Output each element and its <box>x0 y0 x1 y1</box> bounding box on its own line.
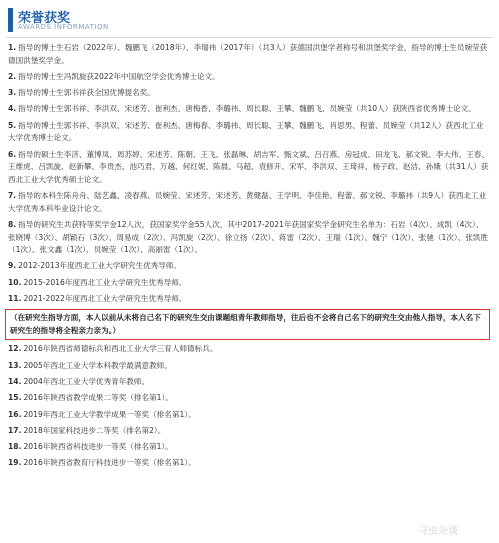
statement-text: （在研究生指导方面，本人以前从未将自己名下的研究生交由课题组青年教师指导，往后也不会将自己名下的研究生交由他人指导，本人名下研究生的指导将全程亲力亲为。） <box>10 313 481 335</box>
award-item <box>8 343 490 356</box>
award-item <box>8 392 490 405</box>
item-text: 指导的研究生共获特等奖学金12人次，获国家奖学金55人次，其中2017-2021年获国家奖学金研究生名单为：石岩（4次）、成凯（4次）、张晓博（3次）、胡颖石（3次）、周易成（2次）、冯凯旋（2次）、徐立扬（2次）、蒋雷（2次）、王瑞（1次）、魏宁（1次）、张驰（1次）、张凯胜（1次）、张文鑫（1次）、员婉莹（1次）、高丽雷（1次）。 <box>8 219 489 255</box>
section-subtitle: AWARDS INFORMATION <box>18 23 109 31</box>
award-item <box>8 71 490 84</box>
header-accent-bar <box>8 8 13 32</box>
award-item <box>8 260 490 273</box>
awards-list <box>8 42 490 474</box>
award-item <box>8 441 490 454</box>
award-item <box>8 457 490 470</box>
section-header <box>6 4 493 38</box>
item-number: 13. <box>8 360 22 370</box>
item-text: 2019年西北工业大学教学成果一等奖（排名第1）。 <box>23 409 196 419</box>
highlighted-statement <box>5 309 490 340</box>
award-item <box>8 120 490 145</box>
item-number: 4. <box>8 104 17 114</box>
item-text: 2016年陕西省教学成果二等奖（排名第1）。 <box>23 393 173 403</box>
award-item <box>8 103 490 116</box>
award-item <box>8 87 490 100</box>
item-text: 2016年陕西省科技进步一等奖（排名第1）。 <box>23 442 173 452</box>
item-text: 2012-2013年度西北工业大学研究生优秀导师。 <box>18 261 182 271</box>
item-number: 3. <box>8 88 17 98</box>
item-number: 11. <box>8 293 22 303</box>
watermark: 寻虫杂谈 <box>418 526 458 537</box>
item-number: 10. <box>8 277 22 287</box>
item-number: 18. <box>8 442 22 452</box>
award-item <box>8 219 490 257</box>
item-text: 指导的博士生郭书祥、李洪双、宋述芳、崔利杰、唐梅春、李璐祎、周长聪、王攀、魏鹏飞、肖思男、程蕾、员婉莹（共12人）获西北工业大学优秀博士论文。 <box>8 120 484 143</box>
item-text: 2016年陕西省教育厅科技进步一等奖（排名第1）。 <box>23 458 196 468</box>
item-text: 指导的本科生陈舟舟、陆艺鑫、凌春燕、员婉莹、宋述芳、宋述芳、黄健磊、王学明、李佳艳、程蕾、郝文锐、李璐祎（共9人）获西北工业大学优秀本科毕业设计论文。 <box>8 191 487 213</box>
section-title: 荣誉获奖 <box>18 11 71 26</box>
item-number: 15. <box>8 393 22 403</box>
item-text: 指导的博士生石岩（2022年）、魏鹏飞（2018年）、李瑞祎（2017年）（共3人）获德国洪堡学者称号和洪堡奖学金，指导的博士生员婉莹获德国洪堡奖学金。 <box>8 43 488 65</box>
award-item <box>8 42 490 67</box>
item-text: 2015-2016年度西北工业大学研究生优秀导师。 <box>23 277 187 287</box>
award-item <box>8 376 490 389</box>
award-item <box>8 190 490 215</box>
item-number: 6. <box>8 149 17 159</box>
item-number: 7. <box>8 191 17 201</box>
award-item <box>8 149 490 187</box>
header-divider <box>6 37 493 38</box>
item-text: 2004年西北工业大学优秀青年教师。 <box>23 377 150 386</box>
item-number: 12. <box>8 344 22 354</box>
item-number: 5. <box>8 120 17 130</box>
item-text: 指导的硕士生李济、董博凤、周苏婷、宋述芳、陈朝、王飞、张磊琳、胡吉军、甄文斌、吕召燕、房冠成、田龙飞、郝文锐、李大伟、王春、王维虎、吕凯旋、赵新攀、李贵杰、池巧君、万越、何红妮、陈晨、马超、袁修开、宋军、李洪双、王琦祥、杨子政、赵洁、孙娥（共31人）获西北工业大学优秀硕士论文。 <box>8 149 489 184</box>
item-number: 19. <box>8 458 22 468</box>
item-number: 2. <box>8 71 17 81</box>
item-number: 17. <box>8 425 22 435</box>
item-number: 9. <box>8 261 17 271</box>
award-item <box>8 277 490 290</box>
item-number: 16. <box>8 409 22 419</box>
item-number: 1. <box>8 43 17 52</box>
item-text: 指导的博士生郭书祥获全国优博提名奖。 <box>18 88 155 98</box>
award-item <box>8 409 490 422</box>
item-number: 14. <box>8 377 22 386</box>
award-item <box>8 425 490 438</box>
item-text: 2016年陕西省师德标兵和西北工业大学三育人师德标兵。 <box>23 344 218 354</box>
item-text: 2021-2022年度西北工业大学研究生优秀导师。 <box>23 293 187 303</box>
item-text: 2018年国家科技进步二等奖（排名第2）。 <box>23 425 166 435</box>
item-text: 指导的博士生郭书祥、李洪双、宋述芳、崔利杰、唐梅香、李璐祎、周长聪、王攀、魏鹏飞、员婉莹（共10人）获陕西省优秀博士论文。 <box>18 104 476 114</box>
award-item <box>8 360 490 373</box>
award-item <box>8 293 490 306</box>
item-text: 2005年西北工业大学本科教学最满意教师。 <box>23 360 172 370</box>
item-number: 8. <box>8 219 17 229</box>
item-text: 指导的博士生冯凯旋获2022年中国航空学会优秀博士论文。 <box>18 71 220 81</box>
